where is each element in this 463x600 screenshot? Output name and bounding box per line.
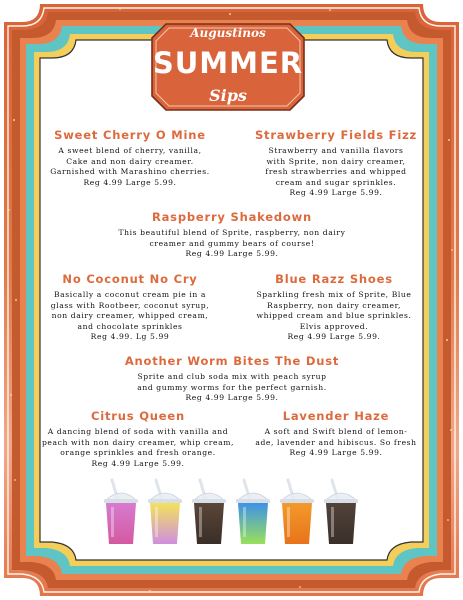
logo — [148, 22, 308, 114]
item-description-line: ade, lavender and hibiscus. So fresh — [255, 437, 417, 447]
logo-brand-name: Augustinos — [190, 26, 266, 40]
item-name: Blue Razz Shoes — [275, 272, 393, 286]
item-description-line: Reg 4.99 Large 5.99. — [185, 393, 279, 402]
item-name: Raspberry Shakedown — [151, 210, 313, 224]
item-description-line: cream and sugar sprinkles. — [275, 177, 397, 187]
item-description — [248, 146, 424, 199]
orange-drink-icon — [280, 480, 314, 544]
item-description-line: Cake and non dairy creamer. — [66, 156, 194, 166]
item-description-line: peach with non dairy creamer, whip cream, — [41, 437, 235, 447]
item-description-line: Elvis approved. — [299, 321, 369, 331]
pink-drink-icon — [104, 480, 138, 544]
item-description-line: Reg 4.99 Large 5.99. — [185, 249, 279, 258]
menu-item-raspberry-shakedown — [92, 210, 372, 260]
item-description-line: fresh strawberries and whipped — [265, 167, 407, 176]
menu-item-another-worm — [112, 354, 352, 404]
logo-summer: SUMMER — [152, 46, 304, 80]
item-name: Another Worm Bites The Dust — [124, 354, 340, 368]
item-description-line: Reg 4.99 Large 5.99. — [91, 458, 185, 468]
menu-item-no-coconut — [44, 272, 216, 343]
yellow-drink-icon — [148, 480, 182, 544]
menu-item-citrus-queen — [38, 409, 238, 469]
item-description-line: creamer and gummy bears of course! — [149, 238, 315, 248]
item-description-line: non dairy creamer, whipped cream, — [51, 311, 209, 320]
logo-sips: Sips — [209, 86, 247, 105]
item-description — [38, 427, 238, 469]
item-description-line: This beautiful blend of Sprite, raspberry, non dairy — [118, 228, 346, 237]
dark-drink-icon — [324, 480, 358, 544]
item-description-line: Sprite and club soda mix with peach syrup — [137, 372, 327, 381]
item-description-line: Strawberry and vanilla flavors — [268, 146, 404, 155]
item-description-line: Sparkling fresh mix of Sprite, Blue — [256, 290, 412, 299]
item-description-line: glass with Rootbeer, coconut syrup, — [50, 300, 210, 310]
menu-item-strawberry-fields — [248, 128, 424, 199]
item-name: Strawberry Fields Fizz — [254, 128, 418, 142]
item-name: Lavender Haze — [282, 409, 390, 423]
menu-item-lavender-haze — [246, 409, 426, 459]
item-description-line: whipped cream and blue sprinkles. — [256, 311, 412, 320]
menu-item-sweet-cherry — [44, 128, 216, 188]
item-description — [44, 290, 216, 343]
item-description — [246, 427, 426, 459]
item-description-line: A dancing blend of soda with vanilla and — [47, 427, 229, 436]
item-description-line: A sweet blend of cherry, vanilla, — [58, 146, 202, 155]
drinks-illustration — [100, 478, 362, 548]
item-name: Citrus Queen — [91, 409, 185, 423]
item-description — [246, 290, 422, 343]
item-description — [92, 228, 372, 260]
item-name: Sweet Cherry O Mine — [54, 128, 206, 142]
item-description — [112, 372, 352, 404]
item-description-line: Reg 4.99 Large 5.99. — [287, 332, 381, 341]
menu-item-blue-razz — [246, 272, 422, 343]
item-description-line: orange sprinkles and fresh orange. — [60, 448, 216, 457]
item-description-line: Raspberry, non dairy creamer, — [266, 300, 402, 310]
item-description-line: and chocolate sprinkles — [77, 321, 183, 331]
item-description-line: Reg 4.99 Large 5.99. — [289, 188, 383, 197]
item-description-line: Reg 4.99 Large 5.99. — [289, 448, 383, 457]
item-description-line: Basically a coconut cream pie in a — [54, 290, 206, 299]
item-description-line: Garnished with Marashino cherries. — [50, 167, 210, 176]
item-description-line: Reg 4.99 Large 5.99. — [83, 177, 177, 187]
blue-drink-icon — [236, 480, 270, 544]
item-description-line: with Sprite, non dairy creamer, — [266, 156, 406, 166]
rootbeer-drink-icon — [192, 480, 226, 544]
item-description-line: A soft and Swift blend of lemon- — [264, 427, 408, 436]
item-name: No Coconut No Cry — [62, 272, 198, 286]
item-description-line: Reg 4.99. Lg 5.99 — [90, 332, 170, 341]
item-description-line: and gummy worms for the perfect garnish. — [137, 382, 327, 392]
item-description — [44, 146, 216, 188]
